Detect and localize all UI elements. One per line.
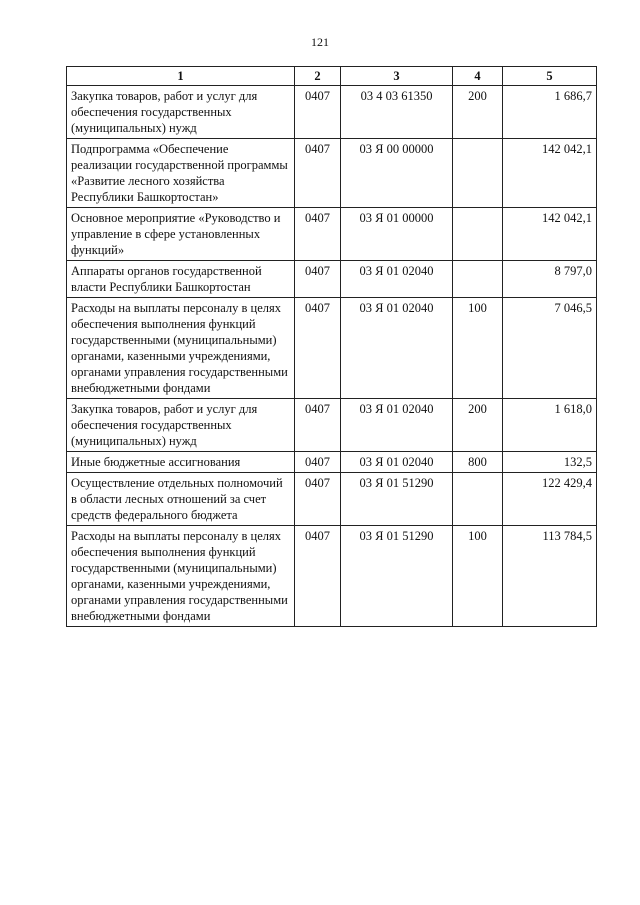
row-section: 0407 — [295, 261, 341, 298]
row-section: 0407 — [295, 473, 341, 526]
row-target: 03 Я 01 00000 — [341, 208, 453, 261]
row-name: Закупка товаров, работ и услуг для обеспечения государственных (муниципальных) нужд — [67, 399, 295, 452]
row-name: Осуществление отдельных полномочий в области лесных отношений за счет средств федерального бюджета — [67, 473, 295, 526]
row-target: 03 Я 00 00000 — [341, 139, 453, 208]
header-col-2: 2 — [295, 67, 341, 86]
row-section: 0407 — [295, 86, 341, 139]
table-row — [67, 399, 597, 452]
table-row — [67, 86, 597, 139]
row-section: 0407 — [295, 298, 341, 399]
row-section: 0407 — [295, 208, 341, 261]
row-amount: 8 797,0 — [503, 261, 597, 298]
row-target: 03 Я 01 51290 — [341, 526, 453, 627]
row-target: 03 4 03 61350 — [341, 86, 453, 139]
row-name: Расходы на выплаты персоналу в целях обеспечения выполнения функций государственными (муниципальными) органами, казенными учреждениями, органами управления государственными внебюджетными фондами — [67, 526, 295, 627]
row-name: Расходы на выплаты персоналу в целях обеспечения выполнения функций государственными (муниципальными) органами, казенными учреждениями, органами управления государственными внебюджетными фондами — [67, 298, 295, 399]
table-row — [67, 452, 597, 473]
row-target: 03 Я 01 02040 — [341, 261, 453, 298]
row-amount: 122 429,4 — [503, 473, 597, 526]
header-col-3: 3 — [341, 67, 453, 86]
row-amount: 142 042,1 — [503, 208, 597, 261]
table-row — [67, 139, 597, 208]
header-col-4: 4 — [453, 67, 503, 86]
row-type — [453, 139, 503, 208]
row-amount: 1 686,7 — [503, 86, 597, 139]
row-name: Подпрограмма «Обеспечение реализации государственной программы «Развитие лесного хозяйства Республики Башкортостан» — [67, 139, 295, 208]
row-name: Основное мероприятие «Руководство и управление в сфере установленных функций» — [67, 208, 295, 261]
table-row — [67, 298, 597, 399]
row-type: 100 — [453, 298, 503, 399]
row-section: 0407 — [295, 399, 341, 452]
row-target: 03 Я 01 02040 — [341, 452, 453, 473]
row-type: 200 — [453, 86, 503, 139]
row-name: Иные бюджетные ассигнования — [67, 452, 295, 473]
header-row — [67, 67, 597, 86]
row-type: 800 — [453, 452, 503, 473]
row-target: 03 Я 01 02040 — [341, 399, 453, 452]
row-section: 0407 — [295, 139, 341, 208]
row-section: 0407 — [295, 526, 341, 627]
table-row — [67, 473, 597, 526]
row-amount: 7 046,5 — [503, 298, 597, 399]
row-name: Аппараты органов государственной власти Республики Башкортостан — [67, 261, 295, 298]
table-row — [67, 526, 597, 627]
row-name: Закупка товаров, работ и услуг для обеспечения государственных (муниципальных) нужд — [67, 86, 295, 139]
row-type — [453, 208, 503, 261]
row-section: 0407 — [295, 452, 341, 473]
row-amount: 113 784,5 — [503, 526, 597, 627]
row-type: 100 — [453, 526, 503, 627]
header-col-1: 1 — [67, 67, 295, 86]
header-col-5: 5 — [503, 67, 597, 86]
page-number: 121 — [311, 35, 329, 49]
row-type: 200 — [453, 399, 503, 452]
row-target: 03 Я 01 51290 — [341, 473, 453, 526]
table-row — [67, 208, 597, 261]
row-amount: 1 618,0 — [503, 399, 597, 452]
row-amount: 132,5 — [503, 452, 597, 473]
budget-table — [66, 66, 597, 627]
table-row — [67, 261, 597, 298]
row-target: 03 Я 01 02040 — [341, 298, 453, 399]
row-type — [453, 473, 503, 526]
row-amount: 142 042,1 — [503, 139, 597, 208]
row-type — [453, 261, 503, 298]
